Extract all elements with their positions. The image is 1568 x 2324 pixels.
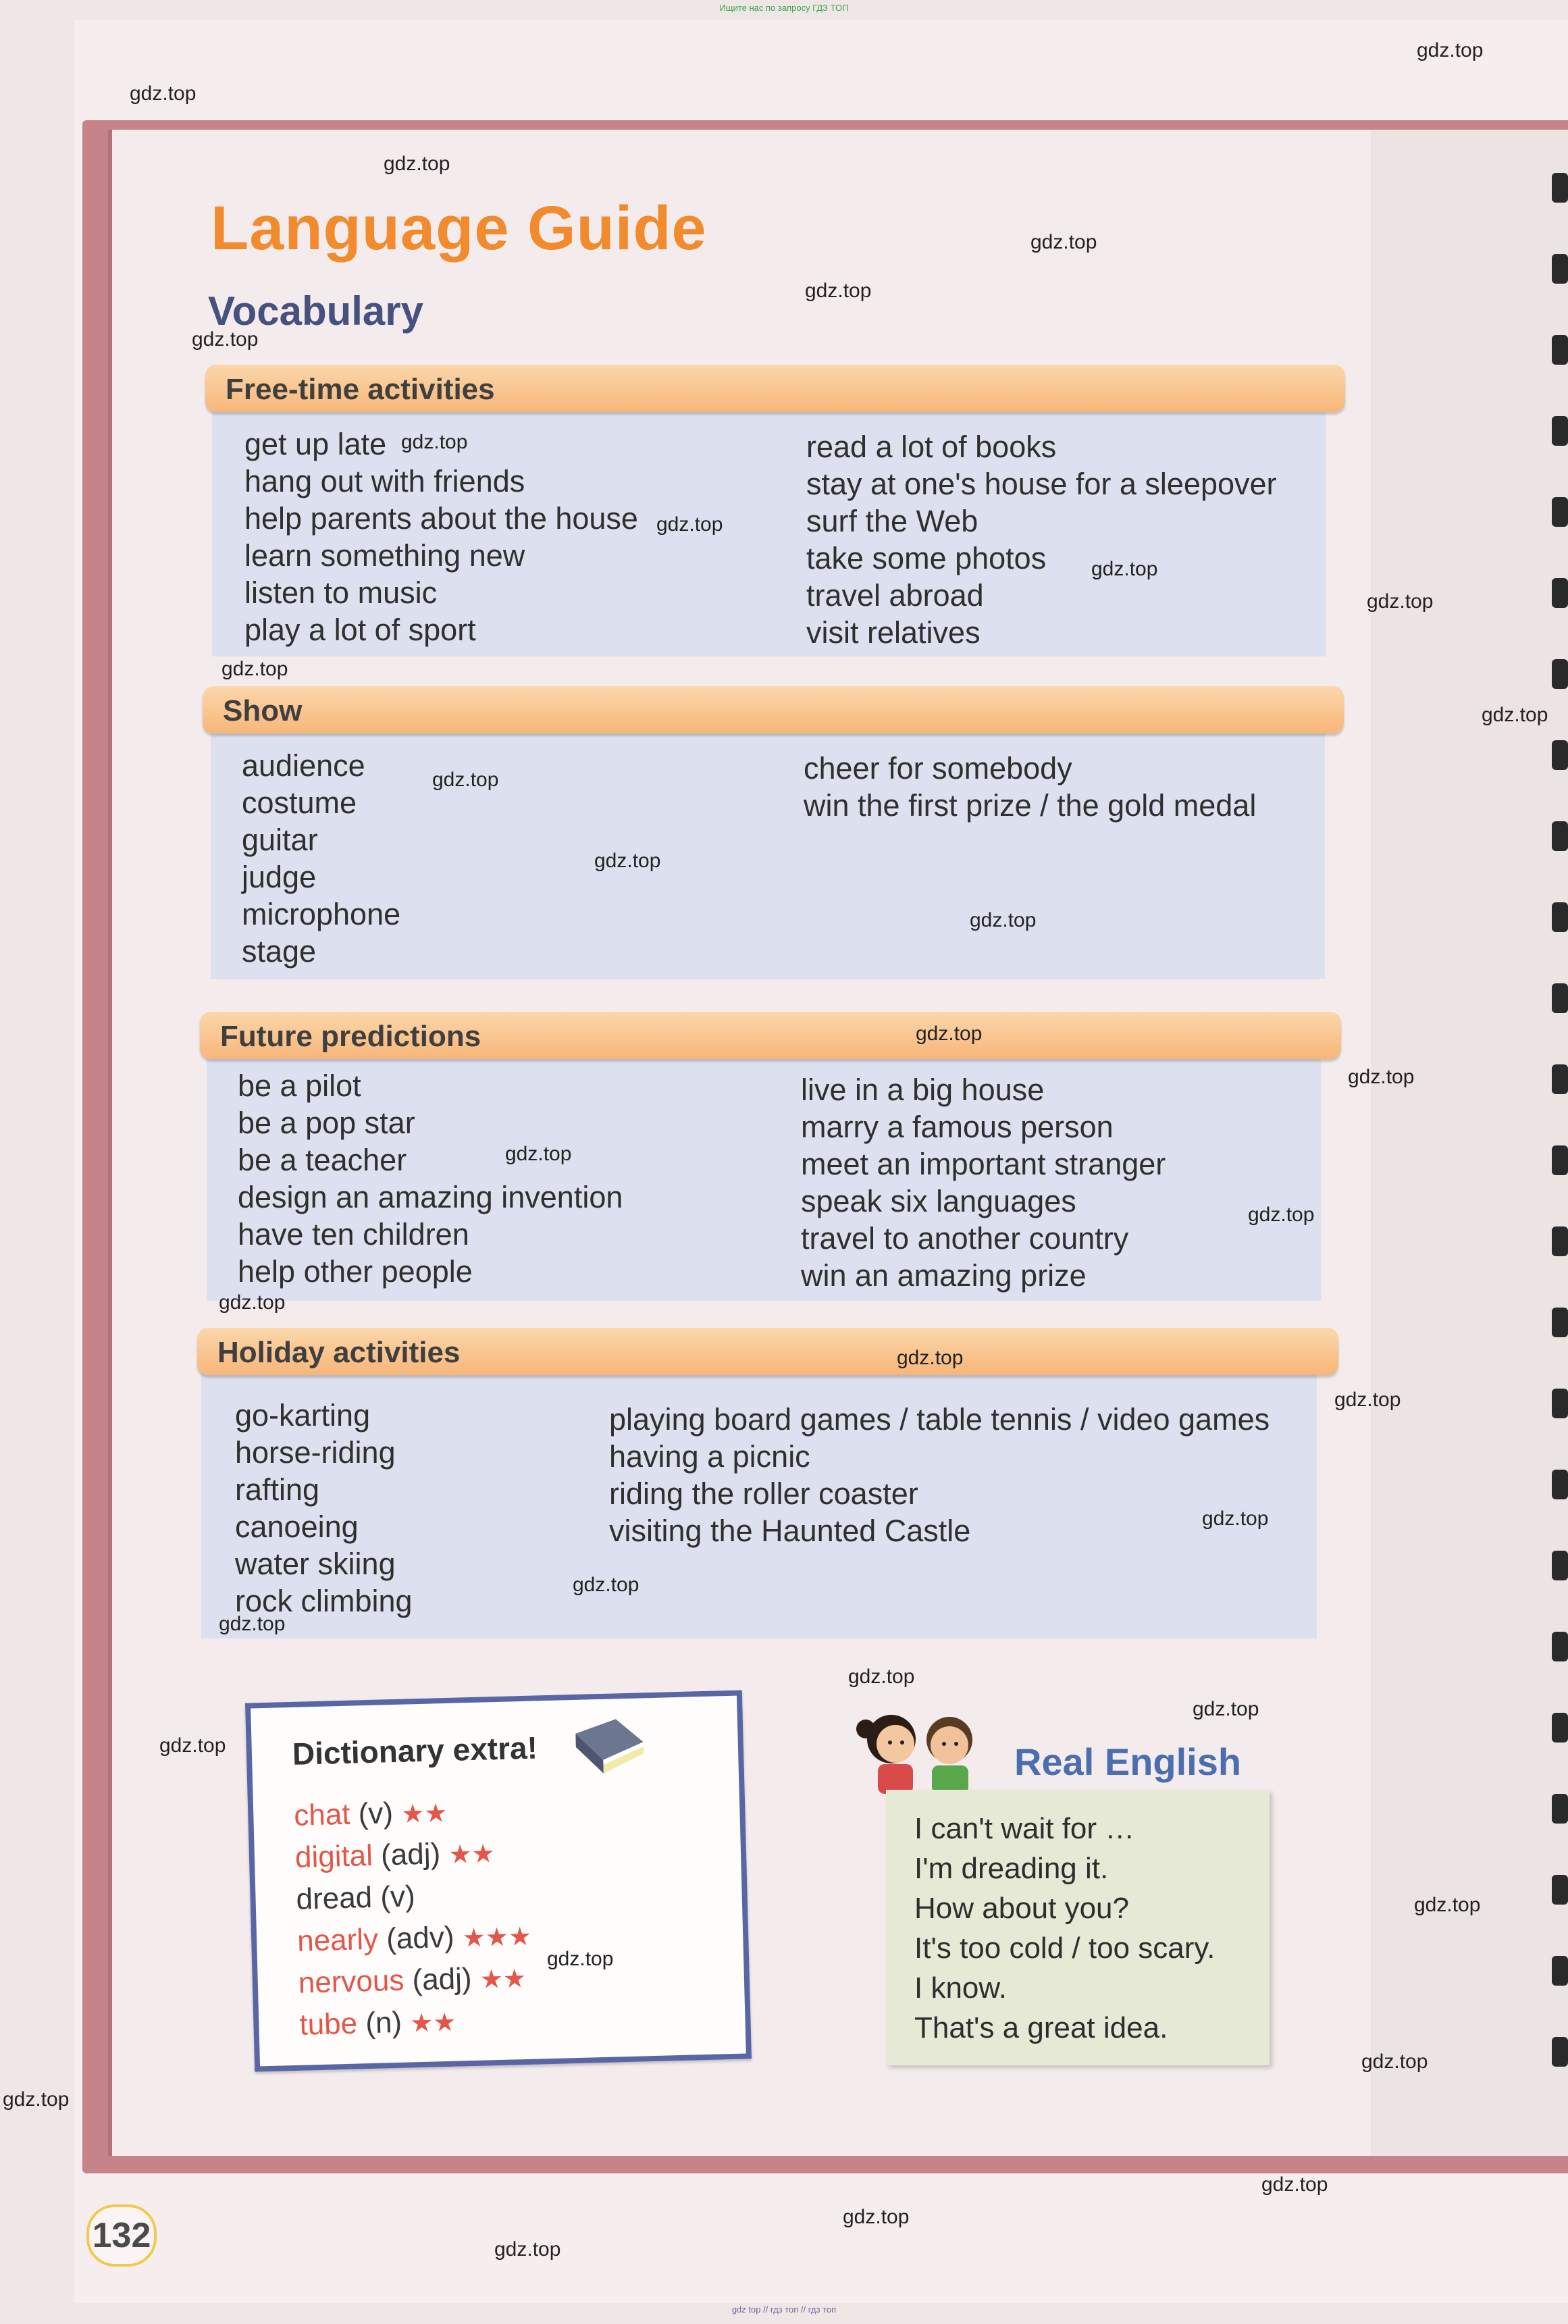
watermark: gdz.top: [897, 1347, 964, 1369]
frequency-stars: ★★: [400, 1799, 448, 1829]
phrase-item: That's a great idea.: [914, 2011, 1168, 2044]
spiral-ring: [1552, 1470, 1568, 1499]
show-left-list: [242, 747, 400, 970]
spiral-ring: [1552, 416, 1568, 446]
watermark: gdz.top: [130, 82, 197, 105]
list-item: marry a famous person: [801, 1110, 1114, 1144]
spiral-ring: [1552, 1956, 1568, 1986]
phrase-item: It's too cold / too scary.: [914, 1932, 1216, 1965]
spiral-ring: [1552, 1308, 1568, 1337]
list-item: read a lot of books: [806, 430, 1057, 464]
list-item: be a pop star: [238, 1106, 415, 1140]
watermark: gdz.top: [1482, 704, 1548, 726]
list-item: guitar: [242, 823, 318, 857]
watermark: gdz.top: [1348, 1066, 1415, 1088]
list-item: cheer for somebody: [804, 751, 1072, 785]
watermark: gdz.top: [192, 328, 259, 351]
entry-pos: (adj): [372, 1836, 450, 1872]
list-item: live in a big house: [801, 1073, 1045, 1107]
section-label: Free-time activities: [226, 373, 495, 406]
watermark: gdz.top: [843, 2206, 910, 2228]
dictionary-entry: [294, 1831, 529, 1879]
section-header-holiday: [197, 1328, 1338, 1375]
spiral-ring: [1552, 1145, 1568, 1175]
dictionary-entry: [294, 1789, 529, 1837]
list-item: canoeing: [235, 1509, 359, 1544]
watermark: gdz.top: [573, 1574, 639, 1596]
entry-pos: (adj): [403, 1961, 481, 1997]
frequency-stars: ★★★: [462, 1922, 532, 1953]
list-item: visiting the Haunted Castle: [609, 1514, 971, 1548]
watermark: gdz.top: [1414, 1894, 1481, 1916]
watermark: gdz.top: [1091, 558, 1158, 580]
list-item: travel to another country: [801, 1221, 1129, 1256]
list-item: take some photos: [806, 541, 1047, 575]
list-item: have ten children: [238, 1217, 469, 1251]
spiral-ring: [1552, 740, 1568, 770]
spiral-ring: [1552, 902, 1568, 932]
spiral-ring: [1552, 173, 1568, 203]
dictionary-entry: [298, 1957, 533, 2005]
list-item: help parents about the house: [244, 501, 638, 536]
watermark: gdz.top: [219, 1613, 286, 1635]
spiral-ring: [1552, 335, 1568, 365]
spiral-ring: [1552, 2037, 1568, 2067]
spiral-ring: [1552, 578, 1568, 608]
list-item: help other people: [238, 1254, 473, 1289]
watermark: gdz.top: [1334, 1389, 1401, 1411]
dictionary-extra-box: [245, 1690, 752, 2071]
list-item: learn something new: [244, 538, 525, 573]
list-item: rafting: [235, 1472, 320, 1507]
list-item: microphone: [242, 897, 401, 931]
phrase-item: I can't wait for …: [914, 1812, 1135, 1845]
section-label: Future predictions: [220, 1020, 481, 1053]
watermark: gdz.top: [1417, 39, 1484, 61]
spiral-ring: [1552, 1226, 1568, 1256]
dictionary-entry: [299, 1998, 534, 2046]
watermark: gdz.top: [1367, 590, 1434, 613]
watermark: gdz.top: [656, 513, 723, 536]
entry-pos: (n): [357, 2005, 411, 2040]
list-item: get up late: [244, 427, 387, 461]
list-item: meet an important stranger: [801, 1147, 1166, 1181]
frequency-stars: ★★: [409, 2008, 457, 2038]
spiral-ring: [1552, 659, 1568, 689]
spiral-ring: [1552, 1794, 1568, 1824]
list-item: visit relatives: [806, 615, 981, 650]
future-left-list: [238, 1067, 623, 1290]
phrase-item: I'm dreading it.: [914, 1852, 1109, 1885]
list-item: audience: [242, 748, 365, 783]
watermark: gdz.top: [594, 850, 661, 872]
list-item: win the first prize / the gold medal: [804, 788, 1257, 823]
spiral-ring: [1552, 1064, 1568, 1094]
entry-pos: (v): [371, 1880, 416, 1914]
watermark: gdz.top: [505, 1143, 572, 1165]
list-item: travel abroad: [806, 578, 984, 613]
header-note: Ищите нас по запросу ГДЗ ТОП: [719, 3, 849, 13]
frequency-stars: ★★: [448, 1840, 496, 1869]
watermark: gdz.top: [1030, 231, 1097, 253]
list-item: play a lot of sport: [244, 613, 476, 647]
free-time-left-list: [244, 425, 638, 648]
list-item: stay at one's house for a sleepover: [806, 467, 1277, 501]
list-item: speak six languages: [801, 1184, 1076, 1218]
list-item: costume: [242, 785, 357, 820]
list-item: be a teacher: [238, 1143, 407, 1177]
entry-word: nervous: [298, 1963, 404, 2000]
watermark: gdz.top: [848, 1665, 915, 1688]
real-english-box: [886, 1790, 1270, 2065]
footer-note: gdz top // гдз топ // гдз топ: [731, 2304, 837, 2315]
section-header-show: [203, 686, 1344, 733]
watermark: gdz.top: [494, 2238, 561, 2261]
entry-pos: (v): [349, 1796, 402, 1831]
list-item: hang out with friends: [244, 464, 525, 498]
spiral-ring: [1552, 821, 1568, 851]
watermark: gdz.top: [805, 280, 872, 302]
list-item: be a pilot: [238, 1068, 361, 1103]
show-right-list: [804, 750, 1256, 824]
real-english-title: Real English: [1014, 1740, 1242, 1783]
entry-word: tube: [298, 2007, 358, 2042]
watermark: gdz.top: [1202, 1507, 1269, 1530]
entry-word: dread: [295, 1880, 373, 1916]
holiday-right-list: [609, 1401, 1270, 1549]
watermark: gdz.top: [916, 1023, 983, 1045]
list-item: riding the roller coaster: [609, 1476, 918, 1511]
section-label: Show: [223, 694, 303, 727]
section-title: Vocabulary: [208, 288, 424, 334]
watermark: gdz.top: [3, 2088, 70, 2111]
watermark: gdz.top: [219, 1291, 286, 1314]
watermark: gdz.top: [1361, 2050, 1428, 2073]
entry-word: chat: [293, 1797, 351, 1832]
watermark: gdz.top: [401, 431, 468, 453]
kids-illustration-icon: [851, 1702, 999, 1797]
watermark: gdz.top: [384, 153, 450, 175]
list-item: water skiing: [235, 1547, 396, 1581]
spiral-ring: [1552, 1389, 1568, 1418]
page-number: 132: [86, 2204, 157, 2267]
page-title: Language Guide: [211, 194, 707, 263]
section-header-free-time: [205, 365, 1345, 412]
dictionary-entry: [296, 1915, 531, 1963]
list-item: design an amazing invention: [238, 1180, 623, 1214]
watermark: gdz.top: [221, 658, 288, 680]
dictionary-entries: [294, 1789, 534, 2046]
list-item: stage: [242, 934, 317, 969]
dictionary-extra-title: Dictionary extra!: [292, 1730, 538, 1772]
phrase-item: How about you?: [914, 1892, 1129, 1925]
future-right-list: [801, 1071, 1166, 1294]
section-label: Holiday activities: [217, 1336, 461, 1369]
watermark: gdz.top: [432, 769, 499, 791]
right-page-edge: [1371, 130, 1568, 2156]
list-item: go-karting: [235, 1398, 371, 1432]
spiral-ring: [1552, 254, 1568, 284]
section-header-future: [200, 1012, 1341, 1059]
watermark: gdz.top: [970, 909, 1037, 931]
watermark: gdz.top: [547, 1948, 614, 1970]
list-item: surf the Web: [806, 504, 978, 538]
phrase-item: I know.: [914, 1971, 1007, 2005]
list-item: playing board games / table tennis / video games: [609, 1402, 1270, 1437]
list-item: listen to music: [244, 575, 438, 610]
list-item: judge: [242, 860, 317, 894]
free-time-right-list: [806, 428, 1277, 651]
list-item: having a picnic: [609, 1439, 810, 1474]
list-item: horse-riding: [235, 1435, 396, 1470]
spiral-ring: [1552, 1551, 1568, 1580]
entry-pos: (adv): [377, 1920, 463, 1956]
entry-word: digital: [294, 1838, 373, 1874]
frequency-stars: ★★: [479, 1964, 527, 1994]
spiral-ring: [1552, 983, 1568, 1013]
book-icon: [569, 1711, 652, 1781]
dictionary-entry: [296, 1873, 531, 1921]
spiral-ring: [1552, 1632, 1568, 1661]
watermark: gdz.top: [1193, 1698, 1259, 1720]
holiday-left-list: [235, 1397, 413, 1620]
entry-word: nearly: [296, 1922, 379, 1958]
watermark: gdz.top: [159, 1734, 226, 1757]
spiral-ring: [1552, 1875, 1568, 1905]
real-english-phrases: [914, 1809, 1215, 2048]
spiral-ring: [1552, 497, 1568, 527]
watermark: gdz.top: [1261, 2173, 1328, 2196]
list-item: win an amazing prize: [801, 1258, 1087, 1293]
spiral-ring: [1552, 1713, 1568, 1742]
watermark: gdz.top: [1248, 1204, 1315, 1226]
list-item: rock climbing: [235, 1584, 413, 1618]
